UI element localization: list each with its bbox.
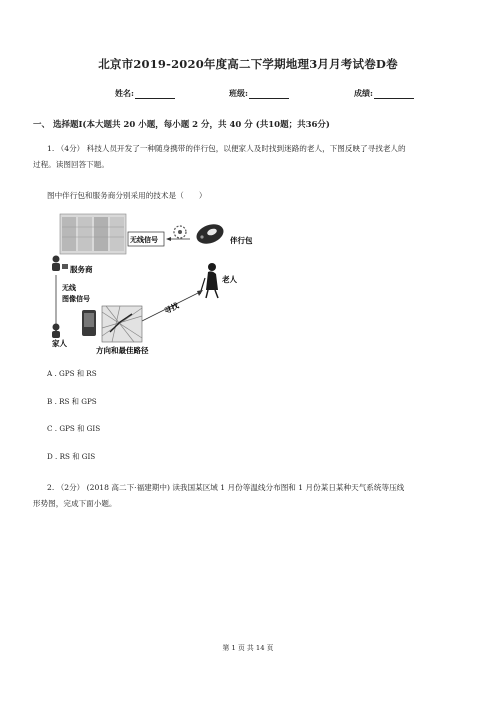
- gear-icon: [174, 226, 186, 238]
- elderly-person-icon: [200, 263, 218, 298]
- name-blank[interactable]: [135, 90, 175, 99]
- question-1-line-2: 过程。读图回答下题。: [33, 160, 109, 169]
- question-1-prompt: 图中伴行包和服务商分别采用的技术是（ ）: [47, 191, 207, 200]
- question-2: [33, 480, 473, 512]
- server-room-image: [60, 214, 126, 254]
- class-blank[interactable]: [249, 90, 289, 99]
- page-title: 北京市2019-2020年度高二下学期地理3月月考试卷D卷: [98, 57, 398, 71]
- map-image: [102, 306, 142, 342]
- elderly-label: 老人: [222, 275, 237, 284]
- search-label: 寻找: [162, 300, 181, 316]
- class-field: [229, 88, 289, 99]
- score-field: [354, 88, 414, 99]
- score-blank[interactable]: [374, 90, 414, 99]
- search-arrowhead: [197, 290, 203, 296]
- question-2-line-1: 2. （2分） (2018 高二下·福建期中) 读我国某区域 1 月份等温线分布图和 1 月份某日某种天气系统等压线: [47, 483, 405, 492]
- companion-bag-image: [194, 221, 226, 247]
- diagram-svg: [40, 212, 280, 360]
- name-label: 姓名:: [115, 88, 134, 98]
- family-label: 家人: [52, 339, 67, 348]
- score-label: 成绩:: [354, 88, 373, 98]
- wireless-image-label-1: 无线: [62, 283, 76, 292]
- wireless-image-label-2: 图像信号: [62, 294, 90, 303]
- mobile-device-image: [82, 310, 96, 336]
- service-provider-label: 服务商: [70, 265, 93, 274]
- question-2-line-2: 形势图，完成下面小题。: [33, 499, 117, 508]
- option-c[interactable]: C . GPS 和 GIS: [47, 424, 101, 433]
- question-1: [33, 141, 473, 173]
- option-b[interactable]: B . RS 和 GPS: [47, 397, 97, 406]
- best-route-label: 方向和最佳路径: [96, 346, 149, 355]
- signal-arrowhead: [166, 237, 171, 241]
- name-field: [115, 88, 175, 99]
- wireless-signal-label: 无线信号: [130, 235, 158, 244]
- class-label: 班级:: [229, 88, 248, 98]
- option-a[interactable]: A . GPS 和 RS: [47, 369, 97, 378]
- search-process-diagram: [40, 212, 280, 364]
- section-heading: 一、 选择题Ⅰ(本大题共 20 小题，每小题 2 分，共 40 分 (共10题；共36分): [33, 120, 330, 130]
- option-d[interactable]: D . RS 和 GIS: [47, 452, 96, 461]
- page-footer: 第 1 页 共 14 页: [222, 644, 274, 652]
- question-1-line-1: 1. （4分） 科技人员开发了一种随身携带的伴行包，以便家人及时找到迷路的老人，下图反映了寻找老人的: [47, 144, 406, 153]
- service-provider-icon: [52, 256, 68, 272]
- companion-bag-label: 伴行包: [230, 236, 253, 245]
